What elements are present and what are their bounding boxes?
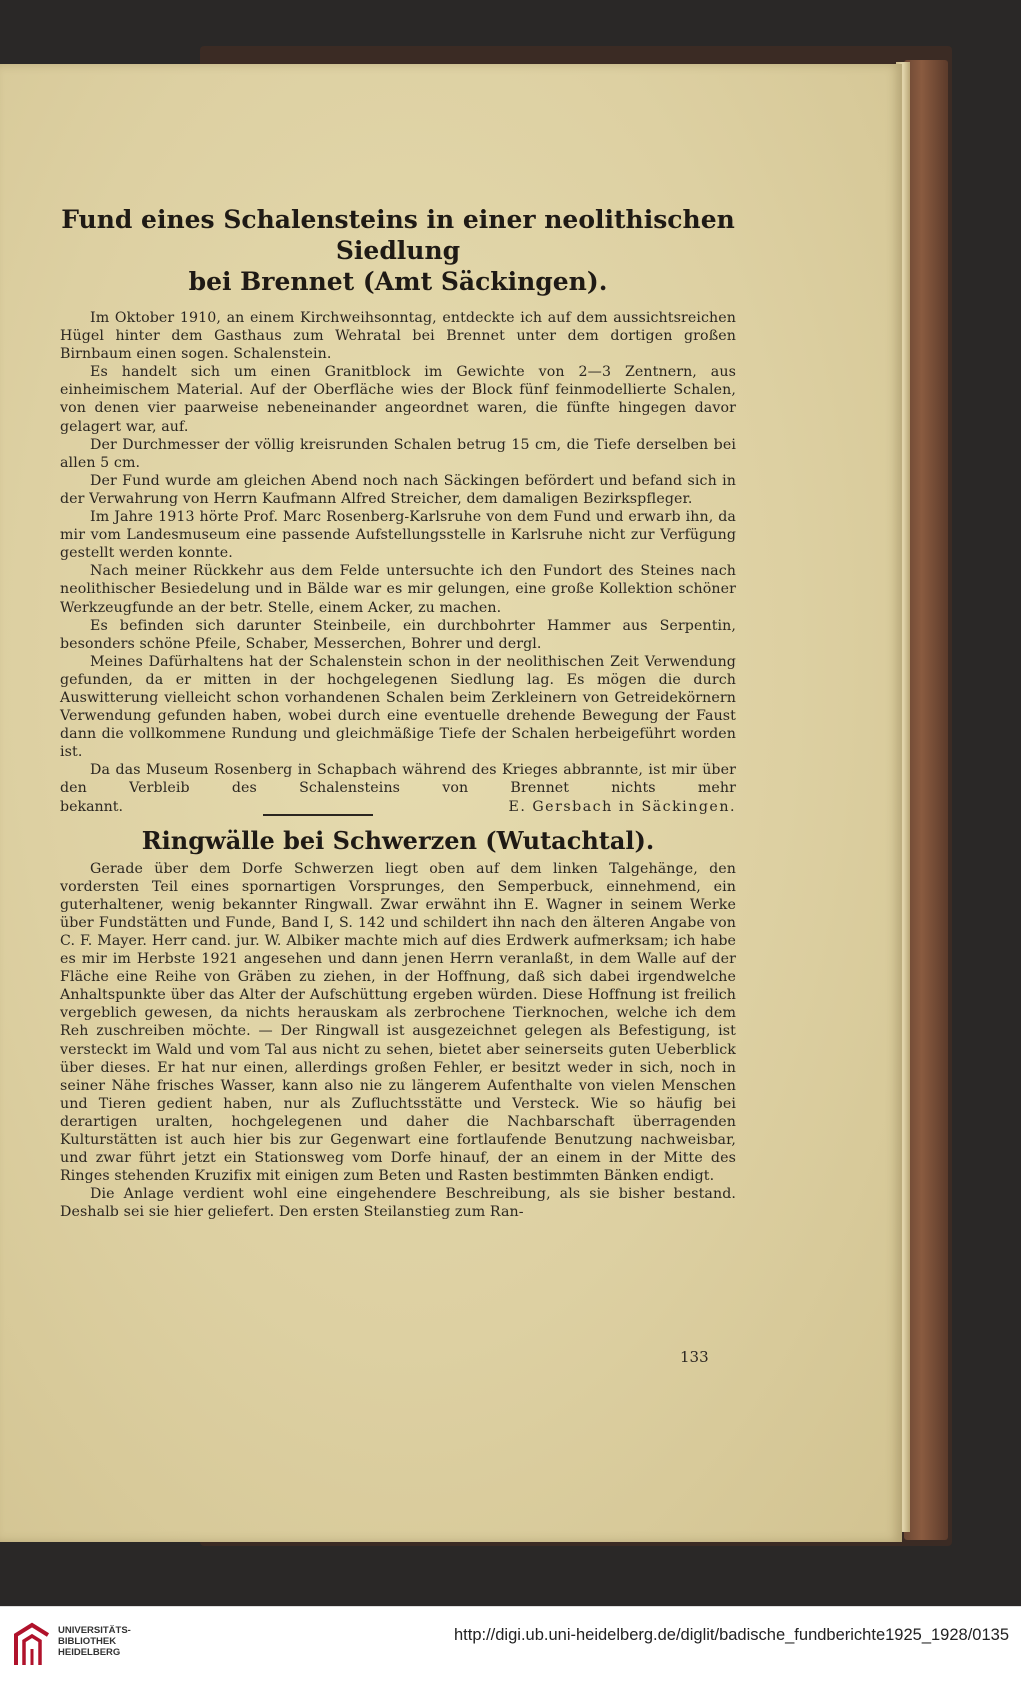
section1-title-line1: Fund eines Schalensteins in einer neolithischen Siedlung: [61, 205, 735, 265]
section2-title: Ringwälle bei Schwerzen (Wutachtal).: [141, 825, 655, 855]
library-name-line2: BIBLIOTHEK: [58, 1636, 117, 1647]
book-spine-edge: [904, 60, 948, 1540]
paragraph: Nach meiner Rückkehr aus dem Felde untersuchte ich den Fundort des Steines nach neolithischer Besiedelung und in Bälde war es mir gelungen, eine große Kollektion schöner Werkzeugfunde an der betr. Stelle, einem Acker, zu machen.: [60, 563, 736, 616]
section1-title-line2: bei Brennet (Amt Säckingen).: [188, 267, 608, 296]
paragraph: Da das Museum Rosenberg in Schapbach während des Krieges abbrannte, ist mir über den Verbleib des Schalensteins von Brennet nichts mehr: [60, 762, 736, 797]
paragraph: Der Fund wurde am gleichen Abend noch nach Säckingen befördert und befand sich in der Verwahrung von Herrn Kaufmann Alfred Streicher, dem damaligen Bezirkspfleger.: [60, 472, 736, 507]
paragraph: Meines Dafürhaltens hat der Schalenstein schon in der neolithischen Zeit Verwendung gefunden, da er mitten in der hochgelegenen Siedlung lag. Es mögen die durch Auswitterung vielleicht schon vorhandenen Schalen beim Zerkleinern von Getreidekörnern Verwendung gefunden haben, wobei durch eine eventuelle drehende Bewegung der Faust dann die vollkommene Rundung und gleichmäßige Tiefe der Schalen herbeigeführt worden ist.: [60, 653, 736, 761]
author-signature: E. Gersbach in Säckingen.: [508, 798, 736, 815]
paragraph: Der Durchmesser der völlig kreisrunden Schalen betrug 15 cm, die Tiefe derselben bei allen 5 cm.: [60, 436, 736, 471]
paragraph: Gerade über dem Dorfe Schwerzen liegt oben auf dem linken Talgehänge, den vordersten Teil eines spornartigen Vorsprunges, den Semperbuck, einnehmend, ein guterhaltener, wenig bekannter Ringwall. Zwar erwähnt ihn E. Wagner in seinem Werke über Fundstätten und Funde, Band I, S. 142 und schildert ihn nach den älteren Angabe von C. F. Mayer. Herr cand. jur. W. Albiker machte mich auf dies Erdwerk aufmerksam; ich habe es mir im Herbste 1921 angesehen und dann jenen Herrn veranlaßt, in dem Walle auf der Fläche eine Reihe von Gräben zu ziehen, in der Hoffnung, daß sich dabei irgendwelche Anhaltspunkte über das Alter der Aufschüttung ergeben würden. Diese Hoffnung ist freilich vergeblich gewesen, da nichts herauskam als zerbrochene Tierknochen, welche ich dem Reh zuschreiben möchte. — Der Ringwall ist ausgezeichnet gelegen als Befestigung, ist versteckt im Wald und vom Tal aus nicht zu sehen, bietet aber seinerseits guten Ueberblick über dieses. Er hat nur einen, allerdings großen Fehler, er besitzt weder in sich, noch in seiner Nähe frisches Wasser, kann also nie zu längerem Aufenthalte von vielen Menschen und Tieren gedient haben, nur als Zufluchtsstätte und Versteck. Wie so häufig bei derartigen uralten, hochgelegenen und daher die Nachbarschaft überragenden Kulturstätten ist auch hier bis zur Gegenwart eine fortlaufende Benutzung nachweisbar, und zwar führt jetzt ein Stationsweg vom Dorfe hinauf, der an einem in der Mitte des Ringes stehenden Kruzifix mit einigen zum Beten und Rasten bestimmten Bänken endigt.: [60, 860, 736, 1185]
page-content: [60, 204, 736, 1222]
library-name-line1: UNIVERSITÄTS-: [58, 1625, 131, 1636]
section2-body: [60, 860, 736, 1222]
paragraph: Die Anlage verdient wohl eine eingehendere Beschreibung, als sie bisher bestand. Deshalb sei sie hier geliefert. Den ersten Steilanstieg zum Ran-: [60, 1186, 736, 1221]
section1-title: [60, 204, 736, 297]
paragraph: Im Jahre 1913 hörte Prof. Marc Rosenberg-Karlsruhe von dem Fund und erwarb ihn, da mir vom Landesmuseum eine passende Aufstellungsstelle in Karlsruhe nicht zur Verfügung gestellt werden konnte.: [60, 509, 736, 562]
book-page: [0, 64, 902, 1542]
section1-body: [60, 309, 736, 816]
page-number: 133: [680, 1348, 709, 1366]
paragraph: Im Oktober 1910, an einem Kirchweihsonntag, entdeckte ich auf dem aussichtsreichen Hügel hinter dem Gasthaus zum Wehratal bei Brennet unter dem dortigen großen Birnbaum einen sogen. Schalenstein.: [60, 310, 736, 363]
library-name[interactable]: [58, 1625, 131, 1658]
paragraph: Es befinden sich darunter Steinbeile, ein durchbohrter Hammer aus Serpentin, besonders schöne Pfeile, Schaber, Messerchen, Bohrer und dergl.: [60, 617, 736, 652]
library-name-line3: HEIDELBERG: [58, 1647, 121, 1658]
library-logo-icon[interactable]: [12, 1621, 52, 1669]
permalink-url[interactable]: http://digi.ub.uni-heidelberg.de/diglit/badische_fundberichte1925_1928/0135: [453, 1626, 1009, 1644]
last-line-end: bekannt.: [60, 798, 124, 815]
signature-row: [60, 798, 736, 816]
paragraph: Es handelt sich um einen Granitblock im Gewichte von 2—3 Zentnern, aus einheimischem Material. Auf der Oberfläche wies der Block fünf feinmodellierte Schalen, von denen vier paarweise nebeneinander angeordnet waren, die fünfte hingegen davor gelagert war, auf.: [60, 364, 736, 435]
footer-bar: [0, 1606, 1021, 1682]
separator-rule: [263, 814, 373, 816]
